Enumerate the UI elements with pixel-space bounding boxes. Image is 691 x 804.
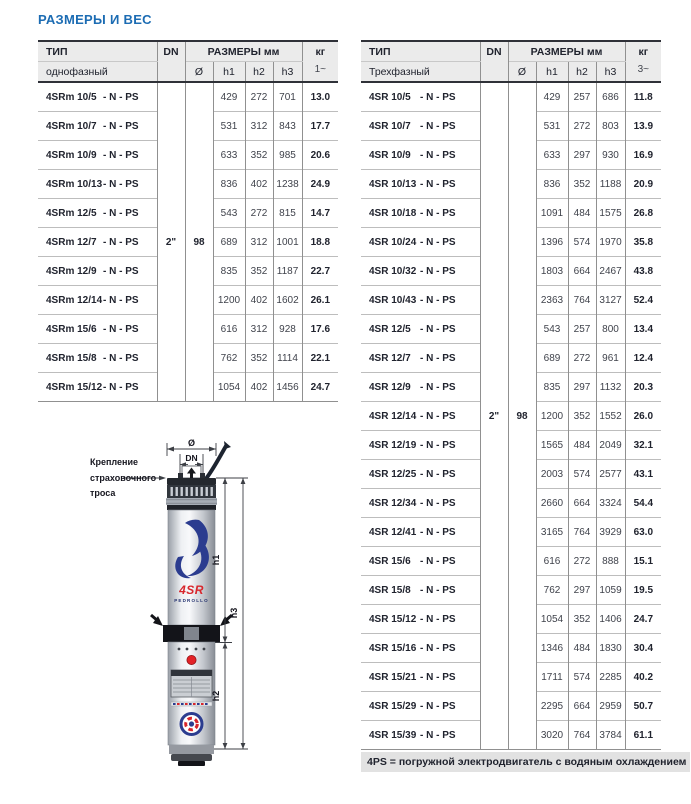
h3-cell: 815 (273, 199, 302, 228)
h2-cell: 402 (245, 286, 273, 315)
pump-model-cell (38, 315, 157, 344)
h2-cell: 402 (245, 170, 273, 199)
weight-cell: 20.3 (625, 373, 661, 402)
pump-model: 4SR 15/29 (369, 700, 417, 712)
pump-model-cell (361, 112, 480, 141)
footnote-code: 4PS (367, 756, 390, 768)
pump-model-suffix: - N - PS (420, 381, 456, 393)
pump-model-cell (361, 141, 480, 170)
h1-cell: 2363 (536, 286, 568, 315)
weight-cell: 26.8 (625, 199, 661, 228)
h1-cell: 633 (213, 141, 245, 170)
pump-model: 4SRm 15/8 (46, 352, 97, 364)
h3-cell: 3784 (596, 721, 625, 750)
h3-cell: 928 (273, 315, 302, 344)
h1-cell: 689 (536, 344, 568, 373)
weight-cell: 13.9 (625, 112, 661, 141)
col-header-weight (625, 41, 661, 82)
h1-cell: 1711 (536, 663, 568, 692)
pump-model-cell (361, 489, 480, 518)
col-header-diameter: Ø (185, 62, 213, 83)
pump-model: 4SR 12/14 (369, 410, 417, 422)
weight-cell: 11.8 (633, 91, 653, 103)
pump-model: 4SRm 15/6 (46, 323, 97, 335)
weight-cell: 43.1 (625, 460, 661, 489)
h2-cell: 664 (568, 489, 596, 518)
h2-cell: 484 (568, 634, 596, 663)
h1-cell: 543 (536, 315, 568, 344)
h1-cell: 543 (213, 199, 245, 228)
pump-model-suffix: - N - PS (103, 236, 139, 248)
weight-cell: 24.9 (302, 170, 338, 199)
phase-symbol-label: 3~ (637, 64, 649, 75)
footnote (361, 752, 690, 772)
h3-cell: 888 (596, 547, 625, 576)
h2-cell: 297 (568, 373, 596, 402)
h2-cell: 312 (245, 112, 273, 141)
h1-cell: 616 (213, 315, 245, 344)
table-header-row (361, 41, 661, 62)
rope-attachment-label: Крепление страховочного троса (90, 457, 157, 498)
pump-model: 4SRm 12/7 (46, 236, 97, 248)
weight-cell: 18.8 (302, 228, 338, 257)
pump-model: 4SR 10/24 (369, 236, 417, 248)
pump-model-suffix: - N - PS (103, 178, 139, 190)
h1-cell: 2295 (536, 692, 568, 721)
h2-cell: 352 (568, 170, 596, 199)
pump-model-suffix: - N - PS (103, 294, 139, 306)
pump-model-cell (361, 547, 480, 576)
brand-logo-pedrollo: PEDROLLO (174, 598, 209, 603)
h1-cell: 835 (536, 373, 568, 402)
pump-diagram (55, 436, 255, 804)
h1-cell: 1565 (536, 431, 568, 460)
h1-cell: 1803 (536, 257, 568, 286)
motor-body (168, 642, 215, 745)
h2-cell: 574 (568, 228, 596, 257)
h3-cell: 1001 (273, 228, 302, 257)
h3-cell: 1114 (273, 344, 302, 373)
round-badge-icon (181, 714, 202, 735)
h2-cell: 574 (568, 663, 596, 692)
pump-model-suffix: - N - PS (103, 265, 139, 277)
h3-cell: 3929 (596, 518, 625, 547)
pump-model-cell (361, 692, 480, 721)
pump-model-suffix: - N - PS (420, 352, 456, 364)
col-header-h2: h2 (568, 62, 596, 83)
col-header-dimensions: РАЗМЕРЫ мм (508, 41, 625, 62)
weight-cell: 26.0 (625, 402, 661, 431)
pump-model-cell (38, 170, 157, 199)
pump-model-cell (361, 315, 480, 344)
phase-symbol-label: 1~ (314, 64, 326, 75)
h3-cell: 843 (273, 112, 302, 141)
h2-cell: 272 (568, 344, 596, 373)
h2-cell: 352 (568, 605, 596, 634)
pump-model: 4SR 15/8 (369, 584, 411, 596)
h3-cell: 1575 (596, 199, 625, 228)
pump-model-suffix: - N - PS (420, 729, 456, 741)
weight-cell: 35.8 (625, 228, 661, 257)
pump-head (166, 473, 217, 510)
weight-cell: 30.4 (625, 634, 661, 663)
pump-model: 4SR 12/7 (369, 352, 411, 364)
pump-model-cell (38, 141, 157, 170)
weight-cell: 24.7 (625, 605, 661, 634)
h2-cell: 352 (568, 402, 596, 431)
h2-cell: 484 (568, 431, 596, 460)
dim-label-h1: h1 (211, 554, 221, 566)
col-header-h1: h1 (213, 62, 245, 83)
weight-cell: 52.4 (625, 286, 661, 315)
h1-cell: 1200 (536, 402, 568, 431)
weight-unit-label: кг (315, 46, 326, 58)
dim-label-h3: h3 (229, 607, 239, 619)
pump-model-cell (38, 112, 157, 141)
h1-cell: 1200 (213, 286, 245, 315)
pump-model-cell (361, 431, 480, 460)
pump-model: 4SR 12/34 (369, 497, 417, 509)
weight-cell: 14.7 (302, 199, 338, 228)
weight-cell: 43.8 (625, 257, 661, 286)
diameter-value-cell: 98 (508, 82, 536, 750)
h1-cell: 429 (213, 82, 245, 112)
h1-cell: 835 (213, 257, 245, 286)
weight-cell: 13.0 (310, 91, 331, 103)
weight-cell: 16.9 (625, 141, 661, 170)
pump-model-suffix: - N - PS (103, 207, 139, 219)
pump-model-cell (361, 402, 480, 431)
col-header-h2: h2 (245, 62, 273, 83)
h2-cell: 764 (568, 286, 596, 315)
pump-model-suffix: - N - PS (103, 120, 139, 132)
weight-cell: 40.2 (625, 663, 661, 692)
pump-model: 4SR 10/43 (369, 294, 417, 306)
weight-cell: 26.1 (302, 286, 338, 315)
pump-model-suffix: - N - PS (420, 294, 456, 306)
h2-cell: 257 (568, 315, 596, 344)
h1-cell: 762 (536, 576, 568, 605)
pump-model: 4SRm 12/9 (46, 265, 97, 277)
table-row (361, 82, 661, 112)
h1-cell: 3020 (536, 721, 568, 750)
h1-cell: 2660 (536, 489, 568, 518)
h1-cell: 1054 (213, 373, 245, 402)
h2-cell: 664 (568, 257, 596, 286)
pump-model-suffix: - N - PS (420, 323, 456, 335)
table-subheader-row (361, 62, 661, 83)
pump-model-suffix: - N - PS (420, 120, 456, 132)
pump-model: 4SR 15/12 (369, 613, 417, 625)
pump-model-suffix: - N - PS (103, 352, 139, 364)
col-header-dn: DN (480, 41, 508, 82)
h3-cell: 1406 (596, 605, 625, 634)
pump-model-cell (361, 228, 480, 257)
weight-cell: 54.4 (625, 489, 661, 518)
h3-cell: 2467 (596, 257, 625, 286)
h2-cell: 272 (245, 199, 273, 228)
h3-cell: 1552 (596, 402, 625, 431)
dimensions-table-single-phase (38, 40, 338, 402)
weight-cell: 32.1 (625, 431, 661, 460)
bottom-cap (169, 745, 214, 766)
pump-model: 4SRm 12/5 (46, 207, 97, 219)
power-cable (205, 441, 231, 480)
pump-model: 4SRm 12/14 (46, 294, 103, 306)
h1-cell: 1054 (536, 605, 568, 634)
pump-model-suffix: - N - PS (420, 584, 456, 596)
pump-model: 4SR 10/32 (369, 265, 417, 277)
h1-cell: 3165 (536, 518, 568, 547)
h3-cell: 2577 (596, 460, 625, 489)
pump-model: 4SR 10/9 (369, 149, 411, 161)
col-header-type: ТИП (38, 41, 157, 62)
pump-model-cell (38, 82, 157, 112)
h2-cell: 352 (245, 344, 273, 373)
h1-cell: 1346 (536, 634, 568, 663)
pump-model-cell (361, 286, 480, 315)
weight-cell: 12.4 (625, 344, 661, 373)
footnote-text: = погружной электродвигатель с водяным охлаждением (389, 756, 687, 768)
table-subheader-row (38, 62, 338, 83)
pump-model: 4SR 10/18 (369, 207, 417, 219)
h1-cell: 633 (536, 141, 568, 170)
weight-cell: 22.1 (302, 344, 338, 373)
brand-logo-4sr: 4SR (179, 583, 204, 597)
pump-model-suffix: - N - PS (103, 149, 139, 161)
pump-model-suffix: - N - PS (420, 526, 456, 538)
pump-model-suffix: - N - PS (420, 91, 456, 103)
h1-cell: 531 (536, 112, 568, 141)
red-dot (187, 655, 196, 664)
h1-cell: 1091 (536, 199, 568, 228)
pump-model-suffix: - N - PS (420, 497, 456, 509)
pump-model: 4SRm 15/12 (46, 381, 103, 393)
pump-model: 4SR 15/21 (369, 671, 417, 683)
pump-model-cell (361, 634, 480, 663)
weight-cell: 63.0 (625, 518, 661, 547)
weight-cell: 17.7 (302, 112, 338, 141)
weight-unit-label: кг (638, 46, 649, 58)
pump-model-suffix: - N - PS (420, 236, 456, 248)
h1-cell: 2003 (536, 460, 568, 489)
pump-model: 4SR 15/39 (369, 729, 417, 741)
weight-cell: 61.1 (625, 721, 661, 750)
weight-cell: 15.1 (625, 547, 661, 576)
pump-model-cell (361, 199, 480, 228)
h3-cell: 961 (596, 344, 625, 373)
h3-cell: 1132 (596, 373, 625, 402)
pump-model-cell (361, 82, 480, 112)
pump-model-cell (361, 721, 480, 750)
weight-cell: 22.7 (302, 257, 338, 286)
h1-cell: 689 (213, 228, 245, 257)
h3-cell: 3127 (596, 286, 625, 315)
col-header-h3: h3 (273, 62, 302, 83)
pump-model-cell (38, 373, 157, 402)
h2-cell: 764 (568, 518, 596, 547)
pump-model-cell (38, 257, 157, 286)
pump-model: 4SRm 10/9 (46, 149, 97, 161)
pump-model: 4SR 10/5 (369, 91, 411, 103)
h3-cell: 1970 (596, 228, 625, 257)
h3-cell: 2285 (596, 663, 625, 692)
pump-model-cell (38, 199, 157, 228)
h3-cell: 930 (596, 141, 625, 170)
h1-cell: 762 (213, 344, 245, 373)
h2-cell: 312 (245, 228, 273, 257)
dn-value-cell: 2" (480, 82, 508, 750)
weight-cell: 13.4 (625, 315, 661, 344)
weight-cell: 20.9 (625, 170, 661, 199)
h3-cell: 686 (596, 82, 625, 112)
pump-model-cell (38, 228, 157, 257)
h1-cell: 836 (213, 170, 245, 199)
h2-cell: 764 (568, 721, 596, 750)
h2-cell: 312 (245, 315, 273, 344)
h3-cell: 1187 (273, 257, 302, 286)
pump-model: 4SR 12/9 (369, 381, 411, 393)
pump-model: 4SR 10/13 (369, 178, 417, 190)
pump-model-suffix: - N - PS (420, 265, 456, 277)
pump-model-suffix: - N - PS (103, 323, 139, 335)
pump-model: 4SRm 10/7 (46, 120, 97, 132)
pump-model-suffix: - N - PS (420, 642, 456, 654)
weight-cell: 19.5 (625, 576, 661, 605)
dim-label-h2: h2 (211, 690, 221, 702)
pump-model-suffix: - N - PS (420, 149, 456, 161)
pump-model-cell (361, 576, 480, 605)
discharge-arrow-icon (182, 466, 201, 478)
col-header-phase: Трехфазный (361, 62, 480, 83)
h1-cell: 531 (213, 112, 245, 141)
pump-model-cell (361, 373, 480, 402)
h1-cell: 429 (536, 82, 568, 112)
pump-model-cell (361, 344, 480, 373)
col-header-phase: однофазный (38, 62, 157, 83)
pump-model-suffix: - N - PS (420, 410, 456, 422)
pump-body (168, 510, 215, 625)
col-header-dimensions: РАЗМЕРЫ мм (185, 41, 302, 62)
pump-model: 4SRm 10/13 (46, 178, 103, 190)
pump-model-cell (361, 257, 480, 286)
h2-cell: 484 (568, 199, 596, 228)
dim-label-dn: DN (185, 453, 198, 463)
col-header-type: ТИП (361, 41, 480, 62)
h3-cell: 2959 (596, 692, 625, 721)
page-title: РАЗМЕРЫ И ВЕС (38, 12, 152, 27)
motor-nameplate (171, 670, 212, 697)
h1-cell: 1396 (536, 228, 568, 257)
h3-cell: 2049 (596, 431, 625, 460)
h1-cell: 836 (536, 170, 568, 199)
h2-cell: 257 (568, 82, 596, 112)
weight-cell: 20.6 (302, 141, 338, 170)
pump-model: 4SR 15/16 (369, 642, 417, 654)
h3-cell: 1188 (596, 170, 625, 199)
pump-model-suffix: - N - PS (420, 613, 456, 625)
pump-model-cell (361, 460, 480, 489)
pump-model-cell (38, 344, 157, 373)
pump-model-suffix: - N - PS (420, 207, 456, 219)
h2-cell: 352 (245, 141, 273, 170)
pump-model: 4SR 12/25 (369, 468, 417, 480)
pump-model-cell (38, 286, 157, 315)
h3-cell: 985 (273, 141, 302, 170)
h3-cell: 800 (596, 315, 625, 344)
color-strip (171, 702, 212, 706)
h3-cell: 1059 (596, 576, 625, 605)
h3-cell: 3324 (596, 489, 625, 518)
pump-model-cell (361, 663, 480, 692)
pump-model-suffix: - N - PS (103, 381, 139, 393)
pump-model-suffix: - N - PS (420, 439, 456, 451)
pump-illustration (55, 436, 255, 804)
h3-cell: 701 (273, 82, 302, 112)
h2-cell: 297 (568, 141, 596, 170)
diameter-value-cell: 98 (185, 82, 213, 402)
weight-cell: 50.7 (625, 692, 661, 721)
col-header-weight (302, 41, 338, 82)
col-header-dn: DN (157, 41, 185, 82)
h3-cell: 1456 (273, 373, 302, 402)
h3-cell: 1602 (273, 286, 302, 315)
pump-model-cell (361, 605, 480, 634)
pump-model: 4SR 12/19 (369, 439, 417, 451)
pump-model: 4SR 10/7 (369, 120, 411, 132)
pump-model-suffix: - N - PS (420, 468, 456, 480)
h2-cell: 297 (568, 576, 596, 605)
pump-model: 4SR 15/6 (369, 555, 411, 567)
h2-cell: 272 (245, 82, 273, 112)
weight-cell: 24.7 (302, 373, 338, 402)
h3-cell: 1238 (273, 170, 302, 199)
h3-cell: 1830 (596, 634, 625, 663)
pump-model: 4SRm 10/5 (46, 91, 97, 103)
h3-cell: 803 (596, 112, 625, 141)
col-header-diameter: Ø (508, 62, 536, 83)
pump-model-suffix: - N - PS (103, 91, 139, 103)
table-header-row (38, 41, 338, 62)
h2-cell: 272 (568, 547, 596, 576)
col-header-h3: h3 (596, 62, 625, 83)
weight-cell: 17.6 (302, 315, 338, 344)
pump-model-suffix: - N - PS (420, 700, 456, 712)
pump-model: 4SR 12/5 (369, 323, 411, 335)
dn-value-cell: 2" (157, 82, 185, 402)
dim-label-diameter: Ø (187, 438, 196, 448)
h2-cell: 352 (245, 257, 273, 286)
pump-model-cell (361, 518, 480, 547)
dimensions-table-three-phase (361, 40, 661, 750)
h2-cell: 574 (568, 460, 596, 489)
pump-model-suffix: - N - PS (420, 555, 456, 567)
pump-model-suffix: - N - PS (420, 671, 456, 683)
h1-cell: 616 (536, 547, 568, 576)
table-row (38, 82, 338, 112)
h2-cell: 272 (568, 112, 596, 141)
pump-model-cell (361, 170, 480, 199)
col-header-h1: h1 (536, 62, 568, 83)
pump-model-suffix: - N - PS (420, 178, 456, 190)
pump-model: 4SR 12/41 (369, 526, 417, 538)
h2-cell: 664 (568, 692, 596, 721)
h2-cell: 402 (245, 373, 273, 402)
